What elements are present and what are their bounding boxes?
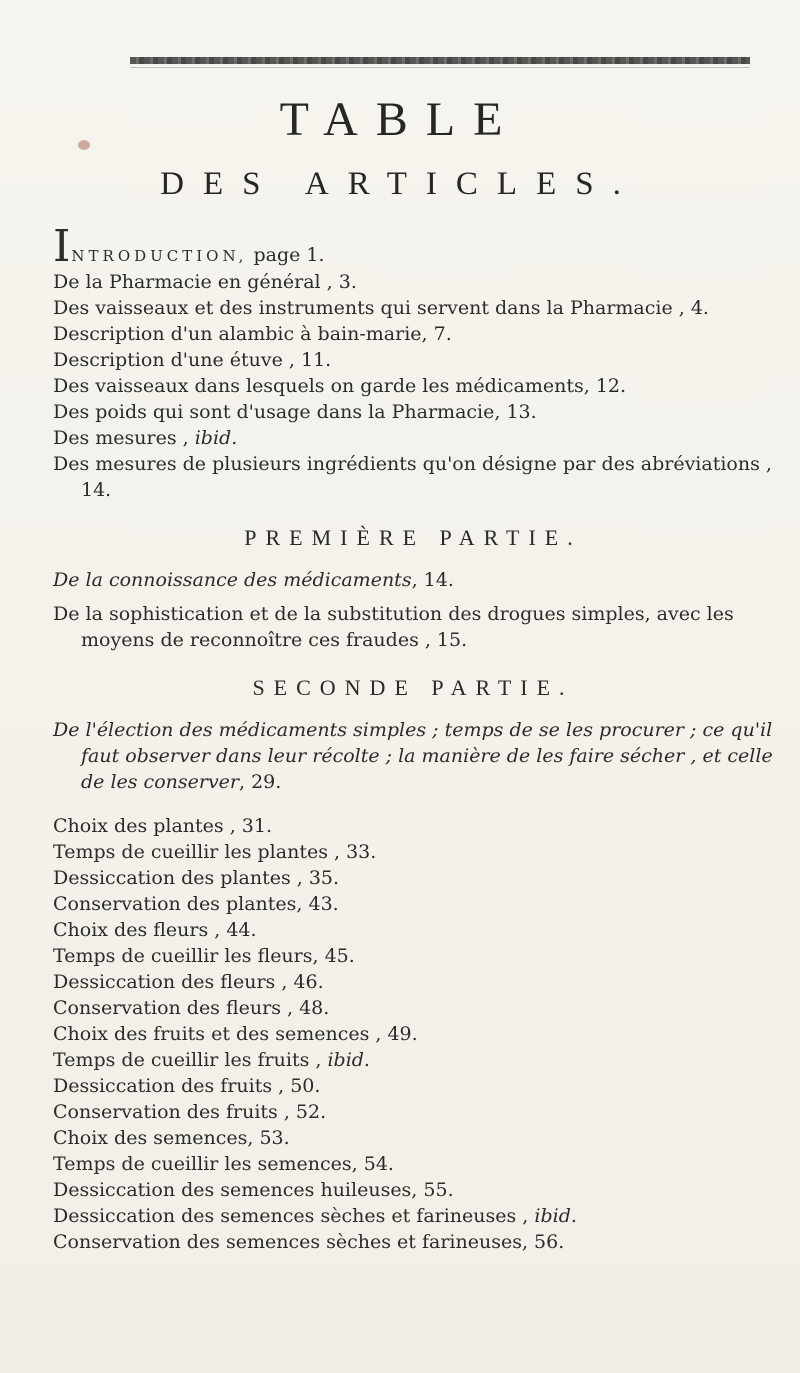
part-two-lead [53, 717, 773, 795]
spacer [53, 803, 773, 813]
toc-entry: Dessiccation des semences sèches et farineuses , ibid. [53, 1205, 577, 1227]
toc-entry: Des vaisseaux et des instruments qui servent dans la Pharmacie , 4. [53, 297, 709, 319]
toc-entry: Dessiccation des plantes , 35. [53, 867, 340, 889]
toc-entry: Description d'une étuve , 11. [53, 349, 332, 371]
toc-entry: Choix des fruits et des semences , 49. [53, 1023, 418, 1045]
toc-entry: Des vaisseaux dans lesquels on garde les médicaments, 12. [53, 375, 627, 397]
part-one-heading: PREMIÈRE PARTIE. [244, 525, 582, 550]
toc-entry: Choix des semences, 53. [53, 1127, 290, 1149]
toc-entry: Des mesures , ibid. [53, 427, 238, 449]
part-one-lead-title: De la connoissance des médicaments [53, 569, 412, 591]
part-two-lead-title: De l'élection des médicaments simples ; temps de se les procurer ; ce qu'il faut observer dans leur récolte ; la manière de les faire sécher , et celle de les conserver [53, 719, 773, 793]
toc-entry: Choix des fleurs , 44. [53, 919, 257, 941]
toc-entry: Dessiccation des fruits , 50. [53, 1075, 321, 1097]
ibid-mark: ibid. [194, 427, 238, 449]
part-one-lead [53, 567, 773, 593]
toc-entry: De la Pharmacie en général , 3. [53, 271, 357, 293]
toc-entry-introduction [53, 221, 773, 272]
introduction-page: page 1. [247, 244, 325, 266]
page-title: TABLE [279, 93, 521, 146]
drop-capital: I [53, 221, 72, 272]
part-one-lead-page: , 14. [411, 569, 454, 591]
toc-entry: Conservation des semences sèches et farineuses, 56. [53, 1231, 565, 1253]
toc-entry: Conservation des plantes, 43. [53, 893, 339, 915]
part-two-heading: SECONDE PARTIE. [252, 675, 574, 700]
toc-entry: Des poids qui sont d'usage dans la Pharmacie, 13. [53, 401, 537, 423]
toc-entry: De la sophistication et de la substitution des drogues simples, avec les moyens de reconnoître ces fraudes , 15. [53, 603, 734, 651]
toc-entry: Des mesures de plusieurs ingrédients qu'on désigne par des abréviations , 14. [53, 453, 772, 501]
toc-entry: Conservation des fruits , 52. [53, 1101, 327, 1123]
part-two-lead-page: , 29. [239, 771, 282, 793]
introduction-label: NTRODUCTION, [71, 247, 248, 265]
toc-entry: Description d'un alambic à bain-marie, 7. [53, 323, 452, 345]
table-of-contents [53, 221, 773, 1255]
header-rule-thin [130, 67, 750, 68]
toc-entry: Choix des plantes , 31. [53, 815, 273, 837]
toc-entry: Dessiccation des semences huileuses, 55. [53, 1179, 454, 1201]
ibid-mark: ibid. [327, 1049, 370, 1071]
ibid-mark: ibid. [534, 1205, 577, 1227]
page-subtitle: DES ARTICLES. [160, 166, 640, 202]
toc-entry: Conservation des fleurs , 48. [53, 997, 330, 1019]
toc-entry: Temps de cueillir les semences, 54. [53, 1153, 394, 1175]
toc-entry: Temps de cueillir les fleurs, 45. [53, 945, 355, 967]
toc-entry: Temps de cueillir les fruits , ibid. [53, 1049, 370, 1071]
toc-entry: Temps de cueillir les plantes , 33. [53, 841, 377, 863]
toc-entry: Dessiccation des fleurs , 46. [53, 971, 324, 993]
header-rule [130, 57, 750, 64]
